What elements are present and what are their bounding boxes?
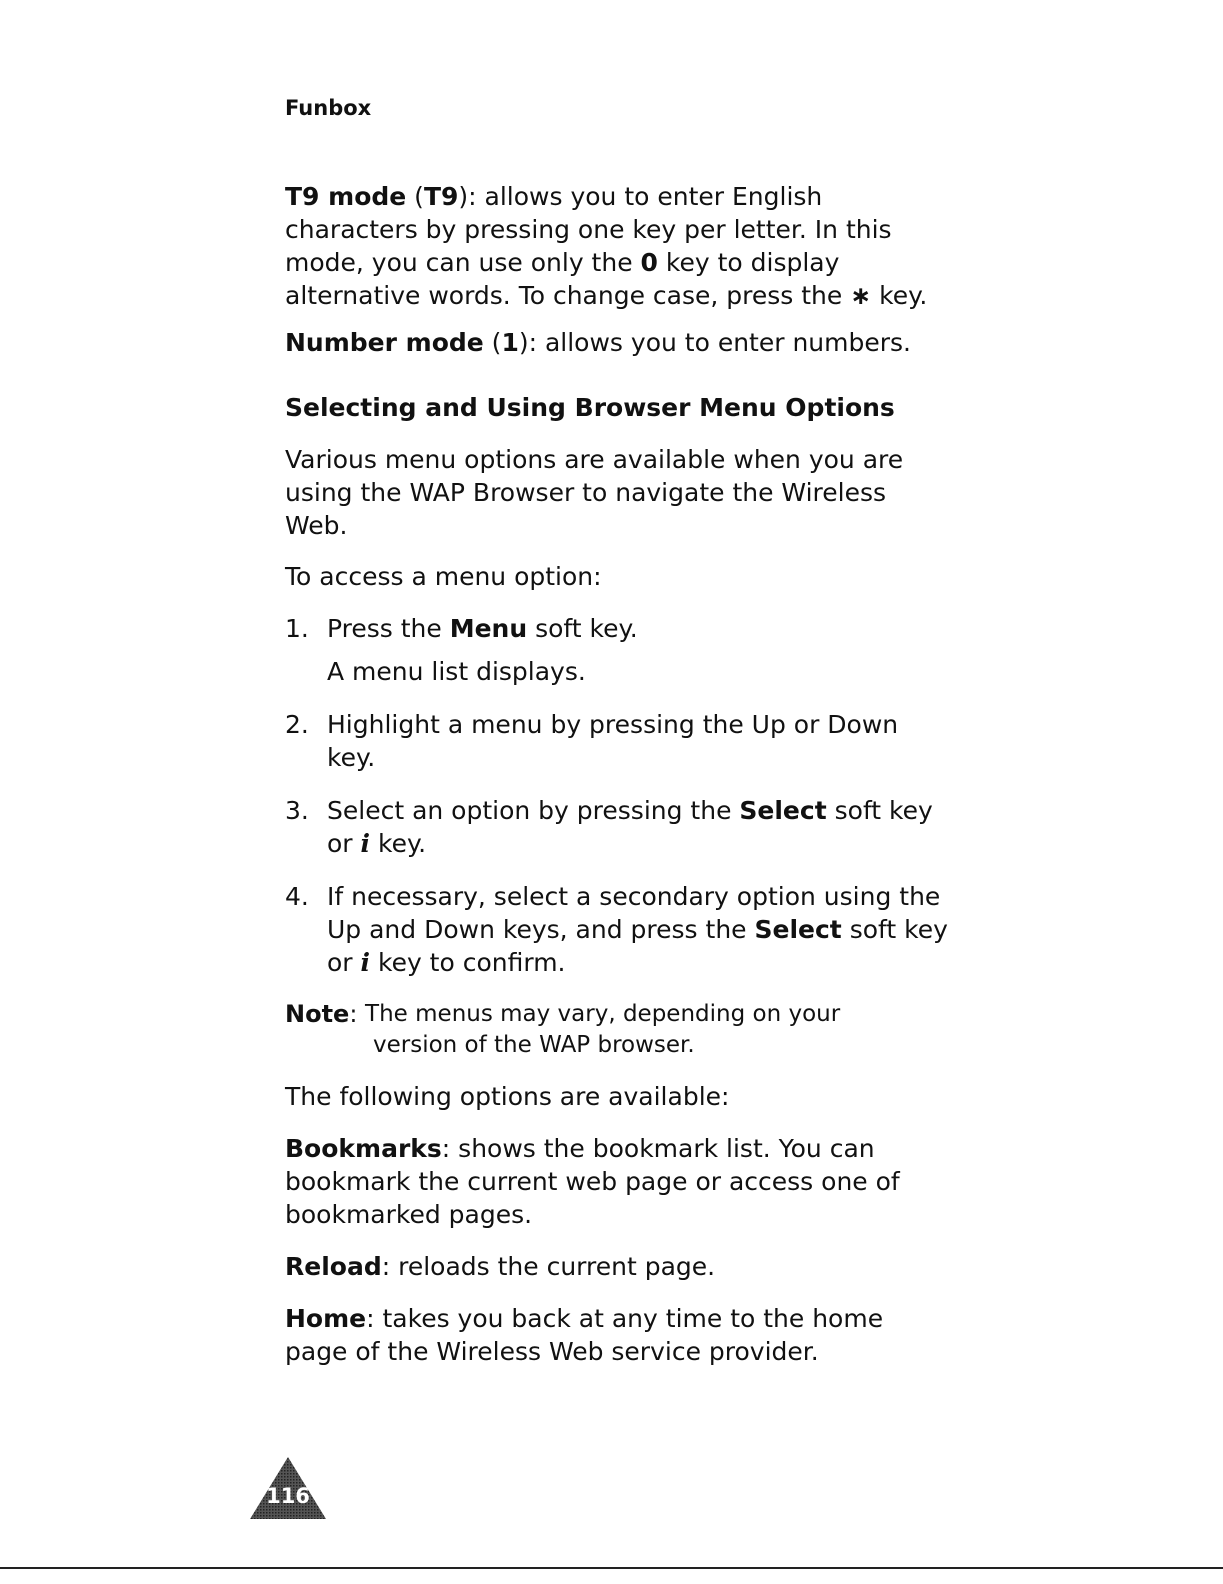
step-item — [285, 794, 950, 860]
note-text — [365, 999, 840, 1030]
option-term: Home — [285, 1304, 367, 1333]
option-term: Bookmarks — [285, 1134, 442, 1163]
steps-list — [285, 612, 950, 979]
following-paragraph: The following options are available: — [285, 1082, 730, 1111]
info-key-icon: i — [360, 948, 371, 977]
section-heading: Selecting and Using Browser Menu Options — [285, 393, 895, 422]
section-header: Funbox — [285, 96, 372, 120]
star-key-icon: ∗ — [850, 281, 872, 310]
select-soft-key: Select — [754, 915, 842, 944]
option-reload — [285, 1250, 950, 1283]
step-text — [327, 794, 950, 860]
number-paren-open: ( — [483, 328, 502, 357]
triangle-icon — [248, 1455, 328, 1521]
intro-paragraph: Various menu options are available when you are using the WAP Browser to navigate the Wireless Web. — [285, 445, 904, 540]
step-text-post2: key. — [370, 829, 427, 858]
option-colon: : — [366, 1304, 383, 1333]
option-colon: : — [381, 1252, 399, 1281]
step-item — [285, 612, 950, 688]
step-text-post2: key to confirm. — [370, 948, 566, 977]
step-body — [327, 880, 950, 979]
select-soft-key: Select — [739, 796, 827, 825]
step-body — [327, 612, 950, 688]
number-mode-paragraph — [285, 326, 950, 359]
zero-key: 0 — [640, 248, 658, 277]
option-bookmarks — [285, 1132, 950, 1231]
option-colon: : — [441, 1134, 459, 1163]
number-mode-text: allows you to enter numbers. — [544, 328, 911, 357]
info-key-icon: i — [360, 829, 371, 858]
step-item — [285, 708, 950, 774]
menu-soft-key: Menu — [449, 614, 528, 643]
step-number: 2. — [285, 710, 309, 739]
t9-paren-open: ( — [406, 182, 424, 211]
t9-mode-code: T9 — [423, 182, 459, 211]
note-colon: : — [349, 1000, 366, 1028]
step-number: 4. — [285, 882, 309, 911]
step-body — [327, 794, 950, 860]
access-paragraph: To access a menu option: — [285, 562, 602, 591]
note-label-wrap — [285, 999, 365, 1030]
step-text-pre: Press the — [327, 614, 450, 643]
number-mode-term: Number mode — [285, 328, 484, 357]
step-text-post: soft key. — [527, 614, 638, 643]
step-text-post: soft key or — [327, 915, 948, 977]
note-line-2: version of the WAP browser. — [373, 1032, 695, 1058]
step-item — [285, 880, 950, 979]
step-text: Highlight a menu by pressing the Up or Down key. — [327, 710, 899, 772]
page-number-badge — [248, 1455, 328, 1521]
step-body — [327, 708, 950, 774]
option-term: Reload — [285, 1252, 382, 1281]
bottom-rule — [0, 1567, 1223, 1569]
step-subtext: A menu list displays. — [327, 657, 586, 686]
t9-paren-close: ): — [458, 182, 485, 211]
note-block — [285, 999, 950, 1030]
step-text-post: soft key or — [327, 796, 933, 858]
t9-text-3: key. — [871, 281, 928, 310]
step-number: 1. — [285, 614, 309, 643]
note-label: Note — [285, 1000, 350, 1028]
t9-mode-term: T9 mode — [285, 182, 407, 211]
number-paren-close: ): — [518, 328, 545, 357]
step-text-pre: Select an option by pressing the — [327, 796, 740, 825]
option-text: shows the bookmark list. You can bookmark the current web page or access one of bookmarked pages. — [285, 1134, 900, 1229]
step-text — [327, 612, 950, 645]
note-line-1: The menus may vary, depending on your — [365, 1001, 841, 1027]
t9-text-2: key to display alternative words. To change case, press the — [285, 248, 851, 310]
step-text-pre: If necessary, select a secondary option using the Up and Down keys, and press the — [327, 882, 941, 944]
option-home — [285, 1302, 950, 1368]
option-text: takes you back at any time to the home page of the Wireless Web service provider. — [285, 1304, 884, 1366]
page-number: 116 — [266, 1484, 310, 1508]
t9-text-1: allows you to enter English characters by pressing one key per letter. In this mode, you can use only the — [285, 182, 892, 277]
step-number: 3. — [285, 796, 309, 825]
step-text — [327, 880, 950, 979]
page-content — [285, 180, 950, 1368]
t9-mode-paragraph — [285, 180, 950, 312]
option-text: reloads the current page. — [398, 1252, 716, 1281]
number-mode-code: 1 — [501, 328, 519, 357]
